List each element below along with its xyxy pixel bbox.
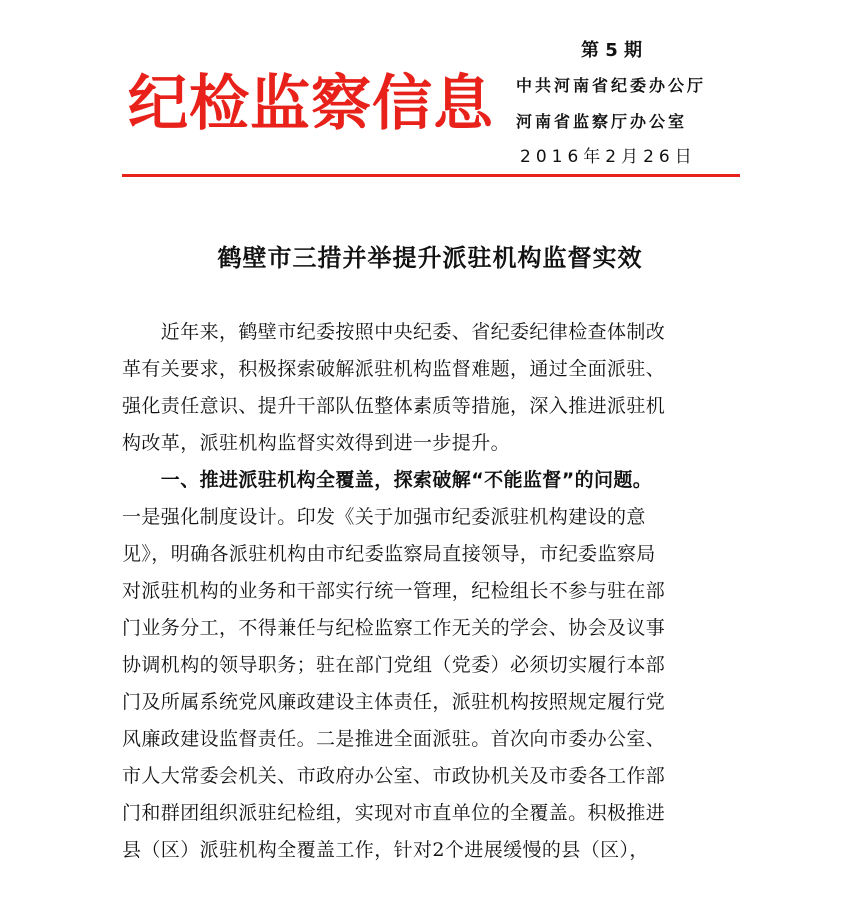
body-line: 门及所属系统党风廉政建设主体责任，派驻机构按照规定履行党 [122, 691, 666, 713]
issue-number: 第 5 期 [581, 40, 643, 61]
body-line: 门和群团组织派驻纪检组，实现对市直单位的全覆盖。积极推进 [122, 802, 666, 824]
publisher-2: 河南省监察厅办公室 [516, 112, 688, 131]
body-line: 县（区）派驻机构全覆盖工作，针对2个进展缓慢的县（区）， [122, 839, 649, 861]
body-line: 见》，明确各派驻机构由市纪委监察局直接领导，市纪委监察局 [122, 543, 656, 565]
body-line: 强化责任意识、提升干部队伍整体素质等措施，深入推进派驻机 [122, 395, 666, 417]
body-line: 协调机构的领导职务；驻在部门党组（党委）必须切实履行本部 [122, 654, 666, 676]
article-body [122, 314, 744, 869]
body-line: 构改革，派驻机构监督实效得到进一步提升。 [122, 432, 511, 454]
body-line: 门业务分工，不得兼任与纪检监察工作无关的学会、协会及议事 [122, 617, 666, 639]
article-title: 鹤壁市三措并举提升派驻机构监督实效 [217, 244, 643, 273]
section-heading: 一、推进派驻机构全覆盖，探索破解“不能监督”的问题。 [122, 469, 653, 491]
issue-date: 2016年2月26日 [520, 147, 697, 167]
body-line: 一是强化制度设计。印发《关于加强市纪委派驻机构建设的意 [122, 506, 646, 528]
body-line: 市人大常委会机关、市政府办公室、市政协机关及市委各工作部 [122, 765, 666, 787]
masthead-divider [122, 174, 740, 177]
publisher-1: 中共河南省纪委办公厅 [516, 76, 707, 95]
body-line: 近年来，鹤壁市纪委按照中央纪委、省纪委纪律检查体制改 [122, 321, 666, 343]
body-line: 革有关要求，积极探索破解派驻机构监督难题，通过全面派驻、 [122, 358, 666, 380]
body-line: 风廉政建设监督责任。二是推进全面派驻。首次向市委办公室、 [122, 728, 666, 750]
body-line: 对派驻机构的业务和干部实行统一管理，纪检组长不参与驻在部 [122, 580, 666, 602]
masthead-title: 纪检监察信息 [128, 69, 494, 139]
masthead [0, 0, 860, 180]
